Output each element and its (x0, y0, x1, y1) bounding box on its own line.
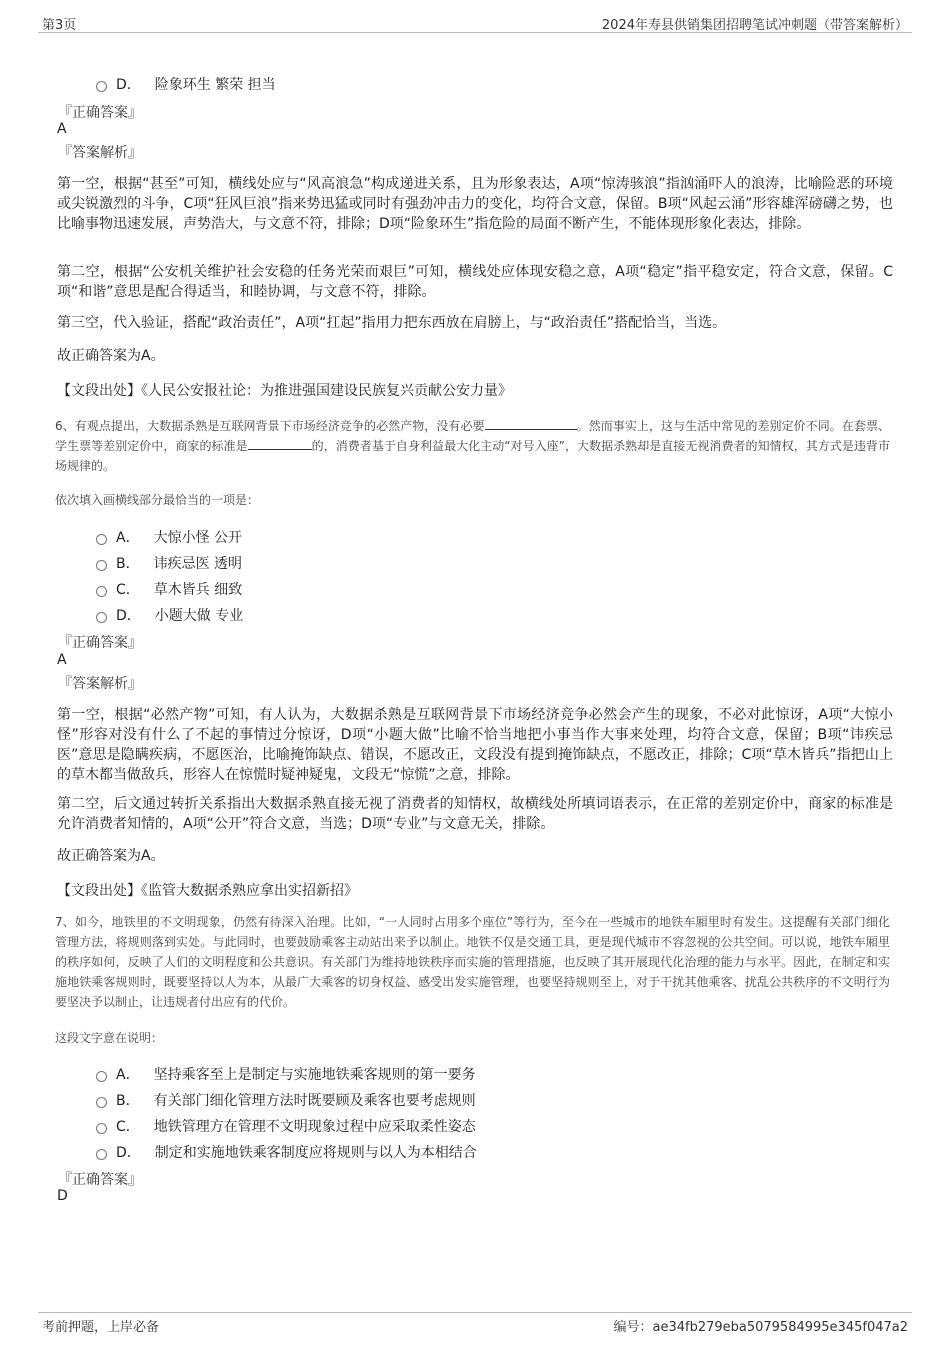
q6-stem (55, 416, 890, 476)
option-letter: D． (116, 608, 141, 624)
q6-option-b[interactable] (96, 553, 242, 573)
option-letter: A． (116, 530, 140, 546)
radio-icon[interactable] (96, 1097, 107, 1108)
q6-stem-part-1: 6、有观点提出，大数据杀熟是互联网背景下市场经济竞争的必然产物，没有必要 (55, 419, 485, 433)
q6-answer: A (57, 652, 67, 668)
footer-slogan: 考前押题，上岸必备 (42, 1320, 160, 1335)
option-text: 制定和实施地铁乘客制度应将规则与以人为本相结合 (154, 1145, 477, 1161)
q7-stem: 7、如今，地铁里的不文明现象，仍然有待深入治理。比如，“一人同时占用多个座位”等行为，至今在一些城市的地铁车厢里时有发生。这提醒有关部门细化管理方法，将规则落到实处。与此同时，也要鼓励乘客主动站出来予以制止。地铁不仅是交通工具，更是现代城市不容忽视的公共空间。可以说，地铁车厢里的秩序如何，反映了人们的文明程度和公共意识。有关部门为维持地铁秩序而实施的管理措施，也反映了其开展现代化治理的能力与水平。因此，在制定和实施地铁乘客规则时，既要坚持以人为本，从最广大乘客的切身权益、感受出发实施管理，也要坚持规则至上，对于干扰其他乘客、扰乱公共秩序的不文明行为要坚决予以制止，让违规者付出应有的代价。 (55, 915, 890, 1009)
option-letter: D． (116, 77, 141, 93)
radio-icon[interactable] (96, 612, 107, 623)
q6-analysis-2: 第二空，后文通过转折关系指出大数据杀熟直接无视了消费者的知情权，故横线处所填词语表示，在正常的差别定价中，商家的标准是允许消费者知情的，A项“公开”符合文意，当选；D项“专业”与文意无关，排除。 (57, 796, 893, 832)
analysis-label: 『答案解析』 (58, 676, 142, 692)
correct-answer-label: 『正确答案』 (58, 105, 142, 121)
option-text: 小题大做 专业 (154, 608, 244, 624)
option-text: 大惊小怪 公开 (153, 530, 243, 546)
q5-source: 【文段出处】《人民公安报社论：为推进强国建设民族复兴贡献公安力量》 (57, 383, 512, 399)
code-value: ae34fb279eba5079584995e345f047a2 (652, 1320, 908, 1335)
option-letter: C． (116, 582, 140, 598)
page-header (38, 12, 912, 33)
page-footer (38, 1312, 912, 1335)
q6-blank-2 (248, 437, 312, 450)
option-text: 险象环生 繁荣 担当 (154, 77, 276, 93)
q5-analysis-3: 第三空，代入验证，搭配“政治责任”，A项“扛起”指用力把东西放在肩膀上，与“政治责任”搭配恰当，当选。 (57, 315, 727, 331)
q6-option-d[interactable] (96, 605, 243, 625)
q5-analysis-1: 第一空，根据“甚至”可知，横线处应与“风高浪急”构成递进关系，且为形象表达，A项“惊涛骇浪”指汹涌吓人的浪涛，比喻险恶的环境或尖锐激烈的斗争，C项“狂风巨浪”指来势迅猛或同时有强劲冲击力的变化，均符合文意，保留。B项“风起云涌”形容雄浑磅礴之势，也比喻事物迅速发展，声势浩大，与文意不符，排除；D项“险象环生”指危险的局面不断产生，不能体现形象化表达，排除。 (57, 176, 893, 232)
correct-answer-label: 『正确答案』 (58, 635, 142, 651)
correct-answer-label: 『正确答案』 (58, 1172, 142, 1188)
q6-option-a[interactable] (96, 527, 242, 547)
radio-icon[interactable] (96, 534, 107, 545)
analysis-label: 『答案解析』 (58, 145, 142, 161)
code-label: 编号： (613, 1320, 653, 1335)
option-text: 草木皆兵 细致 (153, 582, 243, 598)
q6-analysis-3: 故正确答案为A。 (57, 848, 165, 864)
q6-stem-part-3: 的，消费者基于自身利益最大化主动“对号入座”，大数据杀熟却是直接无视消费者的知情权，其方式是违背市场规律的。 (55, 439, 890, 473)
document-title: 2024年寿县供销集团招聘笔试冲刺题（带答案解析） (601, 18, 908, 33)
radio-icon[interactable] (96, 81, 107, 92)
q5-analysis-2: 第二空，根据“公安机关维护社会安稳的任务光荣而艰巨”可知，横线处应体现安稳之意，A项“稳定”指平稳安定，符合文意，保留。C项“和谐”意思是配合得适当，和睦协调，与文意不符，排除。 (57, 264, 893, 300)
option-text: 有关部门细化管理方法时既要顾及乘客也要考虑规则 (153, 1093, 476, 1109)
radio-icon[interactable] (96, 1149, 107, 1160)
q6-source: 【文段出处】《监管大数据杀熟应拿出实招新招》 (57, 883, 358, 899)
radio-icon[interactable] (96, 586, 107, 597)
q5-analysis-4: 故正确答案为A。 (57, 348, 165, 364)
q5-option-d[interactable] (96, 74, 276, 94)
page-number: 第3页 (42, 18, 77, 33)
option-letter: B． (116, 556, 140, 572)
q7-option-d[interactable] (96, 1142, 477, 1162)
option-text: 坚持乘客至上是制定与实施地铁乘客规则的第一要务 (153, 1067, 476, 1083)
q6-option-c[interactable] (96, 579, 242, 599)
option-text: 地铁管理方在管理不文明现象过程中应采取柔性姿态 (153, 1119, 476, 1135)
document-code (613, 1316, 908, 1335)
q7-option-c[interactable] (96, 1116, 476, 1136)
q5-answer: A (57, 121, 67, 137)
q6-analysis-1: 第一空，根据“必然产物”可知，有人认为，大数据杀熟是互联网背景下市场经济竞争必然会产生的现象，不必对此惊讶，A项“大惊小怪”形容对没有什么了不起的事情过分惊讶，D项“小题大做”比喻不恰当地把小事当作大事来处理，均符合文意，保留；B项“讳疾忌医”意思是隐瞒疾病，不愿医治，比喻掩饰缺点、错误，不愿改正，文段没有提到掩饰缺点，不愿改正，排除；C项“草木皆兵”指把山上的草木都当做敌兵，形容人在惊慌时疑神疑鬼，文段无“惊慌”之意，排除。 (57, 707, 893, 783)
q7-prompt: 这段文字意在说明： (55, 1031, 164, 1045)
option-text: 讳疾忌医 透明 (153, 556, 243, 572)
option-letter: D． (116, 1145, 141, 1161)
option-letter: A． (116, 1067, 140, 1083)
q7-answer: D (57, 1188, 68, 1204)
q6-stem-part-2: 。然而事实上，这与生活中常见的差别定价不同。在套票、学生票等差别定价中，商家的标准是 (55, 419, 890, 453)
option-letter: B． (116, 1093, 140, 1109)
q6-prompt: 依次填入画横线部分最恰当的一项是： (55, 493, 260, 507)
radio-icon[interactable] (96, 1071, 107, 1082)
radio-icon[interactable] (96, 1123, 107, 1134)
q6-blank-1 (485, 417, 577, 430)
q7-option-a[interactable] (96, 1064, 476, 1084)
radio-icon[interactable] (96, 560, 107, 571)
option-letter: C． (116, 1119, 140, 1135)
q7-option-b[interactable] (96, 1090, 476, 1110)
